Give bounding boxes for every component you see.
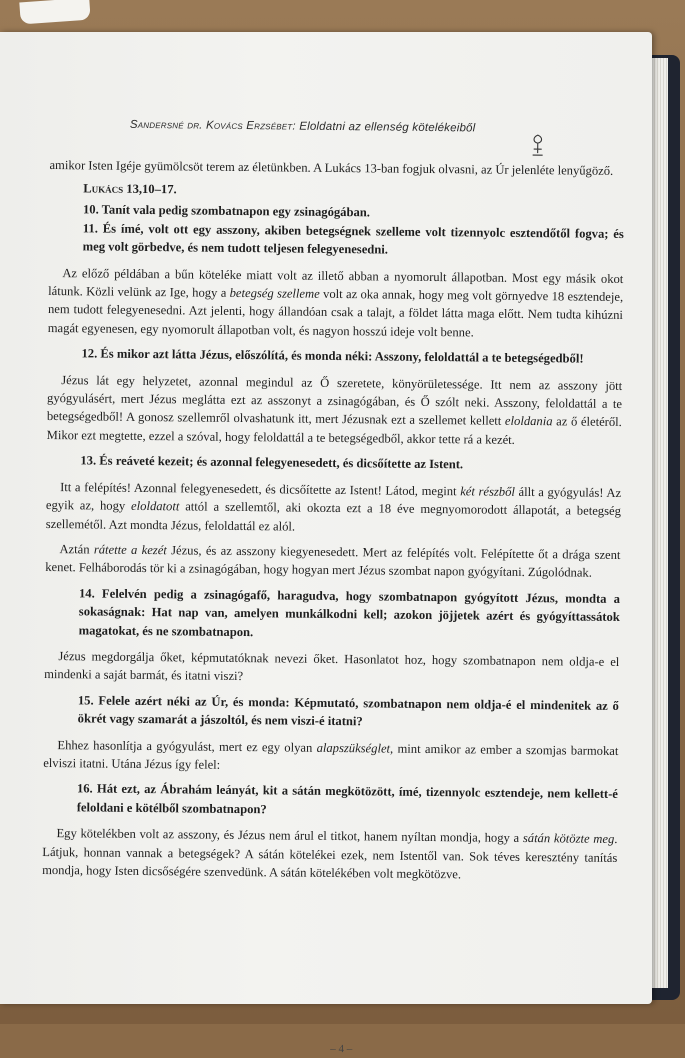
- verse-13: 13. És reáveté kezeit; és azonnal felegyenesedett, és dicsőítette az Istent.: [80, 453, 464, 472]
- verse-block-12: [81, 345, 622, 369]
- header-separator: :: [292, 120, 300, 133]
- text-run: Itt a felépítés! Azonnal felegyenesedett, és dicsőítette az Istent! Látod, megint: [60, 479, 461, 499]
- text-run: az ő életéről. Mikor ezt megtette, ezzel a szóval, hogy feloldattál a te betegségedből, akkor tette rá a kezét.: [46, 414, 622, 447]
- paragraph-intro: amikor Isten Igéje gyümölcsöt terem az életünkben. A Lukács 13-ban fogjuk olvasni, az Úr jelenléte lenyűgöző.: [49, 157, 614, 178]
- verse-block-15: [78, 691, 619, 733]
- verse-16: 16. Hát ezt, az Ábrahám leányát, kit a sátán megkötözött, ímé, tizennyolc esztendeje, nem kellett-é feloldani e kötélből szombatnapon?: [76, 781, 619, 817]
- italic-run: eloldania: [504, 414, 553, 429]
- verse-12: 12. És mikor azt látta Jézus, előszólítá, és monda néki: Asszony, feloldattál a te betegségedből!: [81, 346, 584, 366]
- italic-run: alapszükséglet: [316, 740, 391, 756]
- paragraph-2: [47, 371, 623, 451]
- italic-run: sátán kötözte meg: [522, 831, 615, 847]
- text-run: állt a gyógyulás! Az egyik az, hogy: [45, 484, 622, 513]
- bookmark-ribbon: [19, 0, 90, 24]
- text-run: volt az oka annak, hogy meg volt görnyedve 18 esztendeje, nem tudott felegyenesedni. Azt jelenti, hogy állandóan csak a talajt, a földet látta maga előtt. Nem tudta kihúzni magát egyenesen, egy nyomorult állapotban volt, és nagyon hosszú ideje volt benne.: [47, 286, 624, 340]
- scripture-reference: Lukács 13,10–17.: [83, 181, 177, 197]
- text-run: Jézus lát egy helyzetet, azonnal megindul az Ő szeretete, könyörületessége. Itt nem az asszony jött gyógyulásért, mert Jézus meglátta ezt az asszonyt a zsinagógában, és Ő szólt neki. Asszony, feloldattál a te betegségedből! A gonosz szellemről olvashatunk itt, mert Jézusnak ezt a szellemet kellett: [46, 372, 623, 429]
- text-run: Jézus, és az asszony kiegyenesedett. Mert az felépítés volt. Felépítette őt a drága szent kenet. Felháborodás tör ki a zsinagógában, hogy hogyan mert Jézus szombat napon gyógyítani. Zúgolódnak.: [45, 543, 621, 581]
- italic-run: eloldatott: [131, 498, 180, 514]
- verse-14: 14. Felelvén pedig a zsinagógafő, haragudva, hogy szombatnapon gyógyított Jézus, mondta a sokaságnak: Hat nap van, amelyen munkálkodni kell; azokon jöjjetek azért és gyógyíttassátok magatokat, és ne szombatnapon.: [78, 586, 621, 639]
- paragraph-7: [42, 824, 618, 885]
- text-run: . Látjuk, honnan vannak a betegségek? A sátán kötelékei ezek, nem Istentől van. Sok téves keresztény tanítás mondja, hogy Isten dicsőségére szenvedünk. A sátán kötelékében volt megkötözve.: [42, 832, 618, 882]
- text-run: Az előző példában a bűn köteléke miatt volt az illető abban a nyomorult állapotban. Most egy másik okot látunk. Közli velünk az Ige, hogy a: [48, 265, 624, 300]
- header-author: Sandersné dr. Kovács Erzsébet: [129, 118, 293, 133]
- verse-block-16: [77, 780, 618, 822]
- italic-run: rátette a kezét: [93, 542, 167, 558]
- verse-block-13: [80, 452, 621, 476]
- monogram-logo-icon: [530, 133, 546, 157]
- verse-block-10-11: [83, 201, 625, 262]
- page-number: – 4 –: [330, 1042, 353, 1056]
- text-run: Ehhez hasonlítja a gyógyulást, mert ez egy olyan: [57, 737, 317, 755]
- verse-15: 15. Felele azért néki az Úr, és monda: Képmutató, szombatnapon nem oldja-é el mindenitek az ő ökrét vagy szamarát a jászoltól, és nem viszi-é itatni?: [77, 693, 619, 729]
- header-title: Eloldatni az ellenség kötelékeiből: [299, 120, 476, 135]
- italic-run: két részből: [460, 484, 516, 499]
- paragraph-3: [46, 478, 622, 539]
- verse-10: 10. Tanít vala pedig szombatnapon egy zsinagógában.: [82, 202, 371, 220]
- verse-11: 11. És ímé, volt ott egy asszony, akiben betegségnek szelleme volt tizennyolc esztendőtől fogva; és meg volt görbedve, és nem tudott teljesen felegyenesedni.: [82, 221, 624, 257]
- page-content: [42, 118, 625, 1056]
- verse-block-14: [79, 584, 621, 645]
- paragraph-4: [45, 540, 620, 583]
- italic-run: betegség szelleme: [229, 285, 320, 301]
- paragraph-5: Jézus megdorgálja őket, képmutatóknak nevezi őket. Hasonlatot hoz, hogy szombatnapon nem oldja-e el mindenki a saját barmát, és itatni viszi?: [44, 649, 620, 684]
- paragraph-6: [43, 736, 618, 779]
- text-run: Egy kötelékben volt az asszony, és Jézus nem árul el titkot, hanem nyíltan mondja, hogy a: [56, 826, 523, 846]
- paragraph-1: [48, 264, 624, 344]
- text-run: Aztán: [59, 542, 94, 557]
- text-run: , mint amikor az ember a szomjas barmokat elviszi itatni. Utána Jézus így felel:: [43, 741, 619, 772]
- text-run: attól a szellemtől, aki okozta ezt a 18 éve megnyomorodott állapotát, a betegség szellemétől. Azt mondta Jézus, feloldattál ez alól.: [45, 499, 621, 534]
